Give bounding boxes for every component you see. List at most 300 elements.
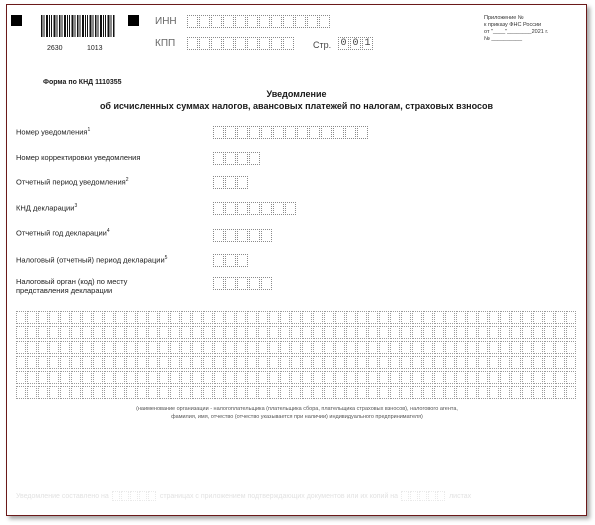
input-cell[interactable] <box>225 229 236 242</box>
input-cell[interactable] <box>291 341 301 354</box>
input-cell[interactable] <box>295 15 306 28</box>
input-cell[interactable] <box>544 371 554 384</box>
input-cell[interactable] <box>137 326 147 339</box>
input-cell[interactable] <box>247 356 257 369</box>
input-cell[interactable] <box>555 386 565 399</box>
input-cell[interactable] <box>357 356 367 369</box>
input-cell[interactable] <box>225 152 236 165</box>
input-cell[interactable] <box>566 341 576 354</box>
input-cell[interactable] <box>522 341 532 354</box>
input-cell[interactable] <box>60 356 70 369</box>
input-cell[interactable] <box>313 371 323 384</box>
input-cell[interactable] <box>313 326 323 339</box>
input-cell[interactable] <box>379 326 389 339</box>
input-cell[interactable] <box>115 326 125 339</box>
input-cell[interactable] <box>544 356 554 369</box>
input-cell[interactable] <box>236 371 246 384</box>
input-cell[interactable] <box>271 37 282 50</box>
input-cell[interactable] <box>511 386 521 399</box>
input-cell[interactable] <box>137 341 147 354</box>
input-cell[interactable] <box>269 311 279 324</box>
input-cell[interactable] <box>148 311 158 324</box>
input-cell[interactable] <box>247 371 257 384</box>
input-cell[interactable] <box>214 341 224 354</box>
input-cell[interactable] <box>16 356 26 369</box>
input-cell[interactable] <box>258 356 268 369</box>
input-cell[interactable] <box>49 341 59 354</box>
input-cell[interactable] <box>213 152 224 165</box>
input-cell[interactable] <box>445 386 455 399</box>
input-cell[interactable] <box>555 356 565 369</box>
input-cell[interactable] <box>27 311 37 324</box>
input-cell[interactable] <box>199 37 210 50</box>
input-cell[interactable] <box>280 341 290 354</box>
input-cell[interactable] <box>390 386 400 399</box>
input-cell[interactable] <box>247 386 257 399</box>
input-cell[interactable] <box>478 356 488 369</box>
input-cell[interactable] <box>225 341 235 354</box>
input-cell[interactable] <box>401 371 411 384</box>
input-cell[interactable] <box>291 326 301 339</box>
input-cell[interactable] <box>302 371 312 384</box>
input-cell[interactable] <box>225 326 235 339</box>
input-cell[interactable] <box>346 326 356 339</box>
input-cell[interactable] <box>335 386 345 399</box>
input-cell[interactable] <box>456 371 466 384</box>
input-cell[interactable] <box>302 311 312 324</box>
input-cell[interactable] <box>60 386 70 399</box>
input-cell[interactable] <box>321 126 332 139</box>
input-cell[interactable] <box>324 386 334 399</box>
input-cell[interactable] <box>237 126 248 139</box>
input-cell[interactable] <box>225 254 236 267</box>
input-cell[interactable] <box>423 341 433 354</box>
input-cell[interactable] <box>412 371 422 384</box>
input-cell[interactable] <box>126 311 136 324</box>
input-cell[interactable] <box>159 341 169 354</box>
input-cell[interactable] <box>82 326 92 339</box>
input-cell[interactable] <box>489 341 499 354</box>
input-cell[interactable] <box>27 371 37 384</box>
input-cell[interactable] <box>38 371 48 384</box>
input-cell[interactable] <box>522 371 532 384</box>
input-cell[interactable] <box>258 386 268 399</box>
input-cell[interactable] <box>38 341 48 354</box>
input-cell[interactable] <box>412 356 422 369</box>
kpp-field[interactable] <box>187 37 295 50</box>
input-cell[interactable] <box>357 326 367 339</box>
input-cell[interactable] <box>555 311 565 324</box>
input-cell[interactable] <box>104 371 114 384</box>
input-cell[interactable] <box>237 254 248 267</box>
input-cell[interactable] <box>137 371 147 384</box>
input-cell[interactable] <box>291 371 301 384</box>
input-cell[interactable] <box>38 311 48 324</box>
input-cell[interactable] <box>49 326 59 339</box>
input-cell[interactable] <box>566 386 576 399</box>
input-cell[interactable] <box>115 356 125 369</box>
input-cell[interactable] <box>214 371 224 384</box>
input-cell[interactable] <box>82 356 92 369</box>
input-cell[interactable] <box>423 371 433 384</box>
input-cell[interactable] <box>38 326 48 339</box>
input-cell[interactable] <box>187 37 198 50</box>
input-cell[interactable] <box>555 341 565 354</box>
page-number-field[interactable] <box>338 37 374 50</box>
input-cell[interactable] <box>247 15 258 28</box>
input-cell[interactable] <box>333 126 344 139</box>
input-cell[interactable] <box>261 277 272 290</box>
input-cell[interactable] <box>203 371 213 384</box>
input-cell[interactable] <box>104 326 114 339</box>
input-cell[interactable] <box>500 386 510 399</box>
input-cell[interactable] <box>237 202 248 215</box>
input-cell[interactable] <box>283 37 294 50</box>
input-cell[interactable] <box>258 311 268 324</box>
input-cell[interactable] <box>511 356 521 369</box>
input-cell[interactable] <box>467 326 477 339</box>
input-cell[interactable] <box>115 341 125 354</box>
input-cell[interactable] <box>192 356 202 369</box>
input-cell[interactable] <box>225 311 235 324</box>
input-cell[interactable] <box>500 341 510 354</box>
input-cell[interactable] <box>566 311 576 324</box>
input-cell[interactable] <box>555 326 565 339</box>
input-cell[interactable] <box>302 356 312 369</box>
input-cell[interactable] <box>412 326 422 339</box>
input-cell[interactable] <box>285 126 296 139</box>
input-cell[interactable] <box>225 386 235 399</box>
input-cell[interactable] <box>478 311 488 324</box>
input-cell[interactable] <box>324 341 334 354</box>
input-cell[interactable] <box>379 311 389 324</box>
input-cell[interactable] <box>544 341 554 354</box>
input-cell[interactable] <box>368 386 378 399</box>
input-cell[interactable] <box>82 386 92 399</box>
input-cell[interactable] <box>82 371 92 384</box>
input-cell[interactable] <box>192 311 202 324</box>
input-cell[interactable] <box>170 371 180 384</box>
tax-authority-code-field[interactable] <box>213 277 273 290</box>
input-cell[interactable] <box>236 326 246 339</box>
input-cell[interactable] <box>544 386 554 399</box>
input-cell[interactable] <box>357 311 367 324</box>
input-cell[interactable] <box>544 311 554 324</box>
input-cell[interactable] <box>533 356 543 369</box>
input-cell[interactable] <box>291 356 301 369</box>
input-cell[interactable] <box>203 311 213 324</box>
input-cell[interactable] <box>170 341 180 354</box>
input-cell[interactable] <box>181 311 191 324</box>
input-cell[interactable] <box>126 356 136 369</box>
input-cell[interactable] <box>357 341 367 354</box>
input-cell[interactable] <box>273 126 284 139</box>
input-cell[interactable] <box>445 311 455 324</box>
input-cell[interactable] <box>511 311 521 324</box>
input-cell[interactable] <box>16 371 26 384</box>
input-cell[interactable] <box>346 341 356 354</box>
input-cell[interactable] <box>500 371 510 384</box>
input-cell[interactable] <box>412 341 422 354</box>
input-cell[interactable] <box>104 311 114 324</box>
input-cell[interactable] <box>280 356 290 369</box>
input-cell[interactable] <box>533 311 543 324</box>
input-cell[interactable] <box>181 341 191 354</box>
input-cell[interactable] <box>71 341 81 354</box>
input-cell[interactable] <box>258 326 268 339</box>
input-cell[interactable] <box>38 356 48 369</box>
input-cell[interactable] <box>533 341 543 354</box>
input-cell[interactable] <box>159 356 169 369</box>
pages-count-field[interactable] <box>112 491 157 501</box>
input-cell[interactable] <box>467 341 477 354</box>
input-cell[interactable] <box>126 326 136 339</box>
input-cell[interactable] <box>249 126 260 139</box>
input-cell[interactable] <box>390 326 400 339</box>
input-cell[interactable] <box>214 311 224 324</box>
input-cell[interactable] <box>249 202 260 215</box>
input-cell[interactable] <box>434 371 444 384</box>
input-cell[interactable] <box>203 326 213 339</box>
input-cell[interactable] <box>247 37 258 50</box>
input-cell[interactable] <box>522 311 532 324</box>
input-cell[interactable] <box>345 126 356 139</box>
input-cell[interactable] <box>283 15 294 28</box>
input-cell[interactable] <box>302 326 312 339</box>
input-cell[interactable] <box>280 311 290 324</box>
input-cell[interactable] <box>346 311 356 324</box>
input-cell[interactable] <box>467 371 477 384</box>
input-cell[interactable] <box>82 311 92 324</box>
input-cell[interactable] <box>223 15 234 28</box>
input-cell[interactable] <box>346 356 356 369</box>
input-cell[interactable] <box>401 311 411 324</box>
input-cell[interactable] <box>401 341 411 354</box>
input-cell[interactable] <box>259 15 270 28</box>
input-cell[interactable] <box>456 386 466 399</box>
input-cell[interactable] <box>269 356 279 369</box>
input-cell[interactable] <box>159 311 169 324</box>
input-cell[interactable] <box>225 277 236 290</box>
input-cell[interactable] <box>115 371 125 384</box>
input-cell[interactable] <box>423 386 433 399</box>
input-cell[interactable] <box>261 126 272 139</box>
input-cell[interactable] <box>225 202 236 215</box>
input-cell[interactable] <box>280 326 290 339</box>
input-cell[interactable] <box>192 341 202 354</box>
input-cell[interactable] <box>533 326 543 339</box>
input-cell[interactable] <box>313 356 323 369</box>
input-cell[interactable] <box>192 386 202 399</box>
input-cell[interactable] <box>82 341 92 354</box>
input-cell[interactable] <box>280 371 290 384</box>
input-cell[interactable] <box>456 341 466 354</box>
input-cell[interactable] <box>467 356 477 369</box>
input-cell[interactable] <box>511 341 521 354</box>
input-cell[interactable] <box>390 311 400 324</box>
input-cell[interactable] <box>237 176 248 189</box>
input-cell[interactable] <box>126 371 136 384</box>
input-cell[interactable] <box>456 326 466 339</box>
input-cell[interactable] <box>104 341 114 354</box>
input-cell[interactable] <box>434 356 444 369</box>
input-cell[interactable] <box>456 356 466 369</box>
input-cell[interactable] <box>16 341 26 354</box>
input-cell[interactable] <box>566 356 576 369</box>
input-cell[interactable] <box>225 356 235 369</box>
input-cell[interactable] <box>170 311 180 324</box>
input-cell[interactable] <box>237 277 248 290</box>
input-cell[interactable] <box>511 326 521 339</box>
input-cell[interactable] <box>313 311 323 324</box>
input-cell[interactable] <box>412 386 422 399</box>
input-cell[interactable] <box>236 341 246 354</box>
input-cell[interactable] <box>259 37 270 50</box>
input-cell[interactable] <box>203 386 213 399</box>
input-cell[interactable] <box>423 311 433 324</box>
input-cell[interactable] <box>467 311 477 324</box>
input-cell[interactable] <box>27 341 37 354</box>
input-cell[interactable] <box>269 326 279 339</box>
correction-number-field[interactable] <box>213 152 261 165</box>
input-cell[interactable] <box>285 202 296 215</box>
input-cell[interactable] <box>566 326 576 339</box>
input-cell[interactable] <box>93 386 103 399</box>
input-cell[interactable] <box>379 356 389 369</box>
input-cell[interactable] <box>500 311 510 324</box>
input-cell[interactable] <box>213 176 224 189</box>
input-cell[interactable] <box>71 386 81 399</box>
input-cell[interactable] <box>137 311 147 324</box>
input-cell[interactable] <box>60 371 70 384</box>
input-cell[interactable] <box>302 341 312 354</box>
input-cell[interactable] <box>357 386 367 399</box>
input-cell[interactable] <box>478 326 488 339</box>
input-cell[interactable] <box>211 15 222 28</box>
input-cell[interactable] <box>445 356 455 369</box>
input-cell[interactable] <box>16 386 26 399</box>
input-cell[interactable] <box>60 326 70 339</box>
input-cell[interactable] <box>192 371 202 384</box>
input-cell[interactable] <box>379 341 389 354</box>
input-cell[interactable] <box>213 126 224 139</box>
input-cell[interactable] <box>434 386 444 399</box>
input-cell[interactable] <box>478 341 488 354</box>
input-cell[interactable] <box>237 229 248 242</box>
input-cell[interactable] <box>49 386 59 399</box>
input-cell[interactable] <box>225 371 235 384</box>
input-cell[interactable] <box>159 371 169 384</box>
input-cell[interactable] <box>313 341 323 354</box>
input-cell[interactable] <box>213 277 224 290</box>
input-cell[interactable] <box>214 386 224 399</box>
input-cell[interactable] <box>390 371 400 384</box>
input-cell[interactable] <box>291 311 301 324</box>
input-cell[interactable] <box>71 371 81 384</box>
input-cell[interactable] <box>489 371 499 384</box>
input-cell[interactable] <box>445 326 455 339</box>
input-cell[interactable] <box>214 326 224 339</box>
input-cell[interactable] <box>269 341 279 354</box>
input-cell[interactable] <box>93 341 103 354</box>
input-cell[interactable] <box>335 371 345 384</box>
input-cell[interactable] <box>423 326 433 339</box>
input-cell[interactable] <box>445 371 455 384</box>
input-cell[interactable] <box>249 152 260 165</box>
input-cell[interactable] <box>137 386 147 399</box>
input-cell[interactable] <box>269 386 279 399</box>
input-cell[interactable] <box>368 311 378 324</box>
input-cell[interactable] <box>368 341 378 354</box>
input-cell[interactable] <box>445 341 455 354</box>
input-cell[interactable] <box>401 356 411 369</box>
input-cell[interactable] <box>511 371 521 384</box>
input-cell[interactable] <box>456 311 466 324</box>
input-cell[interactable] <box>368 326 378 339</box>
organization-name-field[interactable] <box>16 311 577 401</box>
input-cell[interactable] <box>379 386 389 399</box>
input-cell[interactable] <box>60 341 70 354</box>
input-cell[interactable] <box>247 311 257 324</box>
input-cell[interactable] <box>148 386 158 399</box>
input-cell[interactable] <box>49 356 59 369</box>
input-cell[interactable] <box>401 386 411 399</box>
input-cell[interactable] <box>249 229 260 242</box>
input-cell[interactable] <box>203 341 213 354</box>
input-cell[interactable] <box>213 229 224 242</box>
input-cell[interactable] <box>199 15 210 28</box>
input-cell[interactable] <box>181 356 191 369</box>
input-cell[interactable] <box>357 126 368 139</box>
input-cell[interactable] <box>522 326 532 339</box>
input-cell[interactable] <box>247 341 257 354</box>
input-cell[interactable] <box>489 326 499 339</box>
input-cell[interactable] <box>368 356 378 369</box>
input-cell[interactable] <box>181 326 191 339</box>
input-cell[interactable] <box>280 386 290 399</box>
input-cell[interactable] <box>368 371 378 384</box>
inn-field[interactable] <box>187 15 331 28</box>
input-cell[interactable] <box>71 326 81 339</box>
input-cell[interactable] <box>236 356 246 369</box>
input-cell[interactable] <box>500 356 510 369</box>
input-cell[interactable] <box>148 326 158 339</box>
input-cell[interactable] <box>522 386 532 399</box>
input-cell[interactable] <box>401 326 411 339</box>
input-cell[interactable] <box>261 202 272 215</box>
input-cell[interactable] <box>38 386 48 399</box>
input-cell[interactable] <box>247 326 257 339</box>
input-cell[interactable] <box>423 356 433 369</box>
input-cell[interactable] <box>181 371 191 384</box>
input-cell[interactable] <box>489 311 499 324</box>
input-cell[interactable] <box>126 386 136 399</box>
input-cell[interactable] <box>324 326 334 339</box>
input-cell[interactable] <box>93 371 103 384</box>
input-cell[interactable] <box>27 326 37 339</box>
input-cell[interactable] <box>478 371 488 384</box>
reporting-period-field[interactable] <box>213 176 249 189</box>
input-cell[interactable] <box>261 229 272 242</box>
input-cell[interactable] <box>159 386 169 399</box>
input-cell[interactable] <box>148 341 158 354</box>
input-cell[interactable] <box>335 341 345 354</box>
input-cell[interactable] <box>434 326 444 339</box>
input-cell[interactable] <box>225 176 236 189</box>
input-cell[interactable] <box>489 386 499 399</box>
input-cell[interactable] <box>434 341 444 354</box>
input-cell[interactable] <box>213 254 224 267</box>
